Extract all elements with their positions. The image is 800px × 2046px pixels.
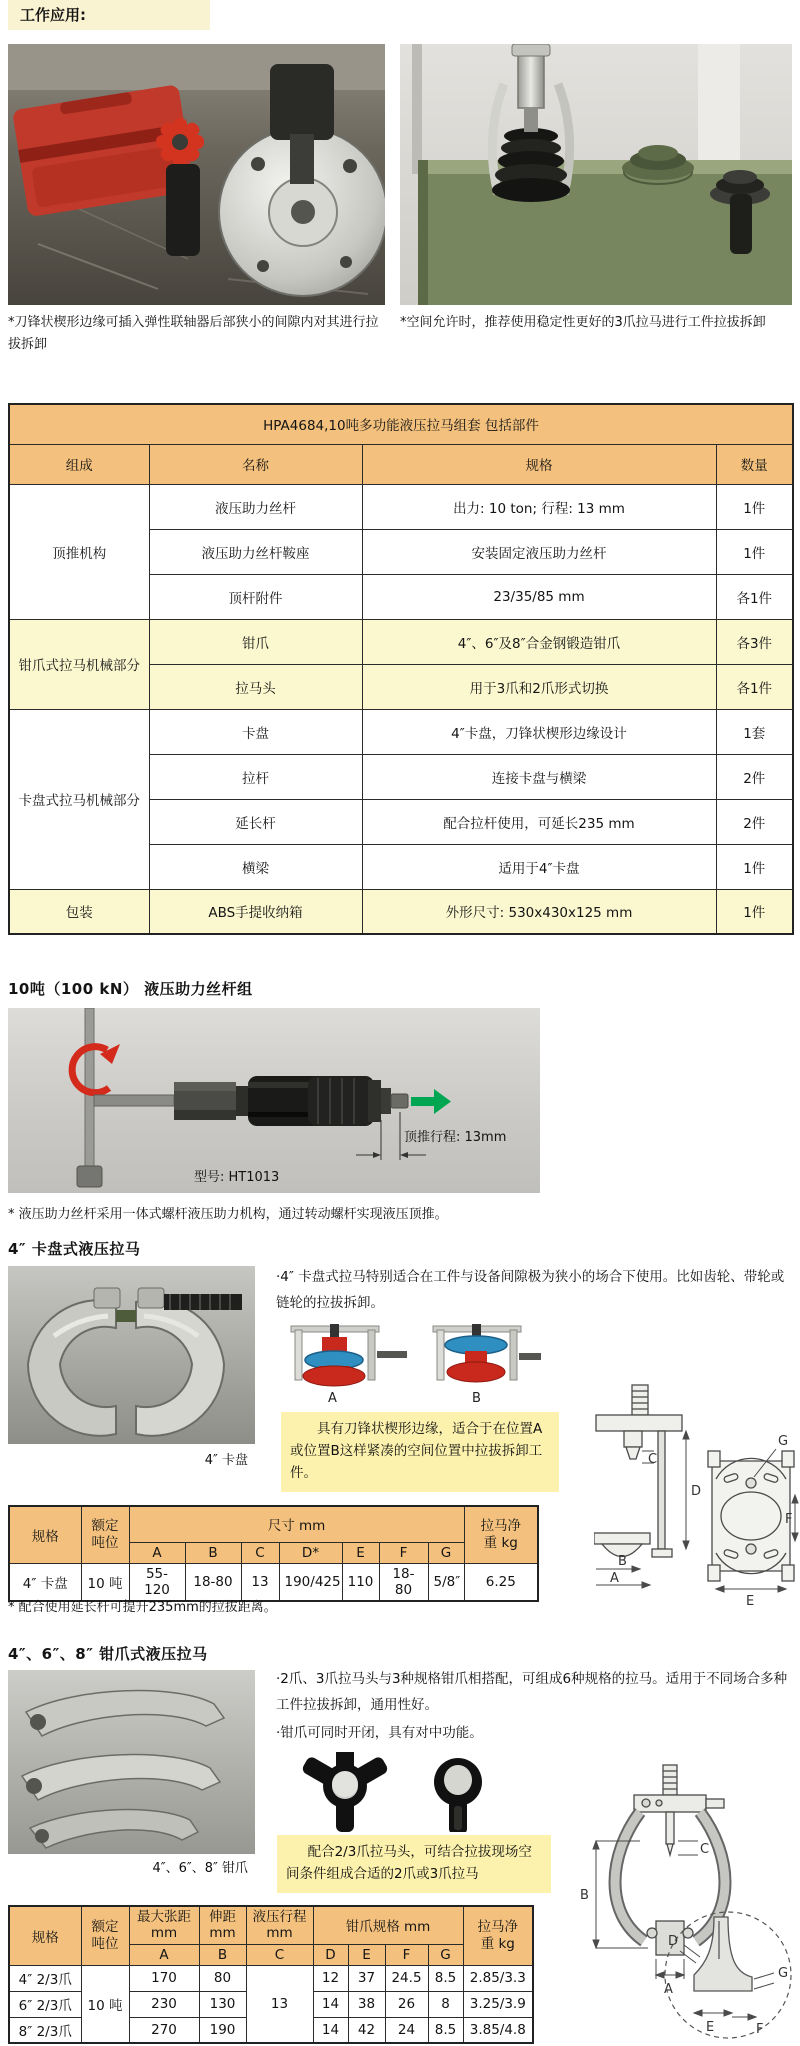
piston-tip bbox=[381, 1088, 408, 1114]
screw-section-title: 10吨（100 kN） 液压助力丝杆组 bbox=[8, 980, 253, 998]
push-arrow bbox=[411, 1089, 451, 1114]
chuck-technical-drawing bbox=[594, 1383, 800, 1633]
jaw-description-1: ·2爪、3爪拉马头与3种规格钳爪相搭配，可组成6种规格的拉马。适用于不同场合多种工件拉拔拆卸，通用性好。 bbox=[276, 1671, 788, 1714]
model-label: 型号: HT1013 bbox=[194, 1170, 280, 1185]
application-photo-left bbox=[8, 44, 385, 305]
jaw-puller-view bbox=[615, 1765, 725, 1955]
hydraulic-screw-figure bbox=[8, 1008, 540, 1193]
application-photo-right bbox=[400, 44, 792, 305]
jaw-highlight-note: 配合2/3爪拉马头，可结合拉拔现场空间条件组成合适的2爪或3爪拉马 bbox=[277, 1835, 551, 1893]
g-cell: 8.5 bbox=[428, 2017, 463, 2043]
table-row bbox=[9, 889, 793, 934]
puller-heads bbox=[290, 1752, 520, 1832]
dim-header: E bbox=[342, 1542, 379, 1563]
chuck-photo-caption: 4″ 卡盘 bbox=[204, 1453, 248, 1468]
dim-label-c: C bbox=[700, 1842, 710, 1857]
name-cell: 横梁 bbox=[149, 844, 362, 889]
group-cell: 钳爪式拉马机械部分 bbox=[9, 619, 149, 709]
jaw-photo bbox=[8, 1670, 255, 1854]
col-header-spec: 规格 bbox=[362, 444, 716, 484]
hydraulic-cylinder bbox=[248, 1076, 381, 1126]
col-spec: 规格 bbox=[9, 1906, 81, 1965]
jaw-spec-table bbox=[8, 1905, 534, 2044]
spec-cell: 23/35/85 mm bbox=[362, 574, 716, 619]
table-row bbox=[9, 1563, 538, 1601]
a-cell: 170 bbox=[129, 1965, 199, 1991]
screw-footnote: * 液压助力丝杆采用一体式螺杆液压助力机构，通过转动螺杆实现液压顶推。 bbox=[8, 1207, 448, 1222]
col-spec: 规格 bbox=[9, 1506, 81, 1563]
col-tonnage: 额定吨位 bbox=[81, 1506, 129, 1563]
name-cell: 拉马头 bbox=[149, 664, 362, 709]
diagram-a-label: A bbox=[328, 1391, 337, 1406]
a-cell: 270 bbox=[129, 2017, 199, 2043]
group-cell: 卡盘式拉马机械部分 bbox=[9, 709, 149, 889]
sub-header-d: D bbox=[313, 1944, 348, 1965]
tonnage-cell: 10 吨 bbox=[81, 1563, 129, 1601]
dim-label-g: G bbox=[778, 1966, 789, 1981]
spec-cell: 出力: 10 ton; 行程: 13 mm bbox=[362, 484, 716, 529]
col-weight: 拉马净重 kg bbox=[464, 1506, 538, 1563]
sub-header-f: F bbox=[385, 1944, 428, 1965]
dim-b: 18-80 bbox=[185, 1563, 241, 1601]
chuck-description: ·4″ 卡盘式拉马特别适合在工件与设备间隙极为狭小的场合下使用。比如齿轮、带轮或链轮的拉拔拆卸。 bbox=[276, 1269, 785, 1312]
position-diagrams-illustration bbox=[281, 1324, 541, 1390]
a-cell: 230 bbox=[129, 1991, 199, 2017]
caption-right: *空间允许时，推荐使用稳定性更好的3爪拉马进行工件拉拔拆卸 bbox=[400, 315, 766, 330]
col-weight: 拉马净重 kg bbox=[463, 1906, 533, 1965]
name-cell: 钳爪 bbox=[149, 619, 362, 664]
dim-label-a: A bbox=[664, 1982, 673, 1997]
jaw-photo-illustration bbox=[8, 1670, 255, 1854]
diagram-position-a bbox=[291, 1324, 407, 1386]
col-tonnage: 额定吨位 bbox=[81, 1906, 129, 1965]
spec-cell: 安装固定液压助力丝杆 bbox=[362, 529, 716, 574]
two-jaw-head bbox=[434, 1758, 482, 1832]
spec-cell: 4″卡盘，刀锋状楔形边缘设计 bbox=[362, 709, 716, 754]
qty-cell: 1件 bbox=[716, 484, 793, 529]
dim-header: B bbox=[185, 1542, 241, 1563]
col-max-spread: 最大张距 mm bbox=[129, 1906, 199, 1944]
side-view-dimensions bbox=[596, 1431, 689, 1588]
workbench-scene-illustration bbox=[8, 44, 385, 305]
chuck-drawing-illustration bbox=[594, 1383, 800, 1633]
dim-a: 55-120 bbox=[129, 1563, 185, 1601]
chuck-footnote: * 配合使用延长杆可提升235mm的拉拔距离。 bbox=[8, 1600, 277, 1615]
group-cell: 顶推机构 bbox=[9, 484, 149, 619]
screw-shaft bbox=[94, 1082, 248, 1120]
d-cell: 14 bbox=[313, 2017, 348, 2043]
qty-cell: 1套 bbox=[716, 709, 793, 754]
spec-cell: 配合拉杆使用，可延长235 mm bbox=[362, 799, 716, 844]
dim-label-f: F bbox=[756, 2022, 764, 2037]
dim-label-b: B bbox=[618, 1554, 627, 1569]
dim-g: 5/8″ bbox=[428, 1563, 464, 1601]
spec-cell: 用于3爪和2爪形式切换 bbox=[362, 664, 716, 709]
table-row bbox=[9, 1965, 533, 1991]
dim-label-a: A bbox=[610, 1571, 619, 1586]
jaw-hooks bbox=[22, 1691, 224, 1848]
dim-label-d: D bbox=[691, 1484, 702, 1499]
d-cell: 12 bbox=[313, 1965, 348, 1991]
g-cell: 8 bbox=[428, 1991, 463, 2017]
qty-cell: 2件 bbox=[716, 799, 793, 844]
sub-header-g: G bbox=[428, 1944, 463, 1965]
table-row bbox=[9, 619, 793, 664]
col-jaw-spec: 钳爪规格 mm bbox=[313, 1906, 463, 1944]
sub-header-c: C bbox=[246, 1944, 313, 1965]
qty-cell: 各3件 bbox=[716, 619, 793, 664]
g-cell: 8.5 bbox=[428, 1965, 463, 1991]
c-cell: 13 bbox=[246, 1965, 313, 2043]
b-cell: 190 bbox=[199, 2017, 246, 2043]
diagram-b-label: B bbox=[472, 1391, 481, 1406]
e-cell: 37 bbox=[348, 1965, 385, 1991]
page-title: 工作应用: bbox=[8, 0, 210, 30]
green-machine-body bbox=[418, 145, 792, 305]
green-machine-scene-illustration bbox=[400, 44, 792, 305]
dim-label-c: C bbox=[648, 1452, 658, 1467]
tonnage-cell: 10 吨 bbox=[81, 1965, 129, 2043]
spec-cell: 8″ 2/3爪 bbox=[9, 2017, 81, 2043]
qty-cell: 各1件 bbox=[716, 664, 793, 709]
name-cell: 顶杆附件 bbox=[149, 574, 362, 619]
dim-d: 190/425 bbox=[279, 1563, 342, 1601]
dim-f: 18-80 bbox=[379, 1563, 428, 1601]
stroke-annotation: 顶推行程: 13mm bbox=[404, 1130, 507, 1145]
jaw-section-title: 4″、6″、8″ 钳爪式液压拉马 bbox=[8, 1645, 208, 1663]
weight-cell: 3.85/4.8 bbox=[463, 2017, 533, 2043]
sub-header-a: A bbox=[129, 1944, 199, 1965]
diagram-position-b bbox=[433, 1324, 541, 1382]
qty-cell: 1件 bbox=[716, 844, 793, 889]
f-cell: 26 bbox=[385, 1991, 428, 2017]
spec-cell: 4″ 2/3爪 bbox=[9, 1965, 81, 1991]
table-row bbox=[9, 709, 793, 754]
b-cell: 130 bbox=[199, 1991, 246, 2017]
qty-cell: 2件 bbox=[716, 754, 793, 799]
dim-header: A bbox=[129, 1542, 185, 1563]
position-diagrams bbox=[281, 1324, 541, 1390]
col-stroke: 液压行程 mm bbox=[246, 1906, 313, 1944]
col-dims: 尺寸 mm bbox=[129, 1506, 464, 1542]
name-cell: 延长杆 bbox=[149, 799, 362, 844]
dim-c: 13 bbox=[241, 1563, 279, 1601]
dim-label-f: F bbox=[785, 1512, 793, 1527]
chuck-front-view bbox=[708, 1451, 794, 1581]
name-cell: ABS手提收纳箱 bbox=[149, 889, 362, 934]
jaw-photo-caption: 4″、6″、8″ 钳爪 bbox=[152, 1861, 248, 1876]
rotate-arrow bbox=[72, 1044, 120, 1093]
name-cell: 液压助力丝杆 bbox=[149, 484, 362, 529]
name-cell: 液压助力丝杆鞍座 bbox=[149, 529, 362, 574]
dim-label-b: B bbox=[580, 1888, 589, 1903]
chuck-section-title: 4″ 卡盘式液压拉马 bbox=[8, 1240, 141, 1258]
weight-cell: 3.25/3.9 bbox=[463, 1991, 533, 2017]
components-table-title: HPA4684,10吨多功能液压拉马组套 包括部件 bbox=[9, 404, 793, 444]
name-cell: 卡盘 bbox=[149, 709, 362, 754]
chuck-photo bbox=[8, 1266, 255, 1444]
weight-cell: 2.85/3.3 bbox=[463, 1965, 533, 1991]
qty-cell: 各1件 bbox=[716, 574, 793, 619]
col-reach: 伸距 mm bbox=[199, 1906, 246, 1944]
qty-cell: 1件 bbox=[716, 529, 793, 574]
name-cell: 拉杆 bbox=[149, 754, 362, 799]
e-cell: 38 bbox=[348, 1991, 385, 2017]
b-cell: 80 bbox=[199, 1965, 246, 1991]
puller-heads-illustration bbox=[290, 1752, 520, 1832]
dim-label-d: D bbox=[668, 1934, 679, 1949]
chuck-photo-illustration bbox=[8, 1266, 255, 1444]
dim-label-e: E bbox=[706, 2020, 715, 2035]
chuck-side-view bbox=[594, 1385, 682, 1557]
col-header-qty: 数量 bbox=[716, 444, 793, 484]
dim-header: D* bbox=[279, 1542, 342, 1563]
dim-header: F bbox=[379, 1542, 428, 1563]
col-header-name: 名称 bbox=[149, 444, 362, 484]
chuck-spec-table bbox=[8, 1505, 539, 1602]
jaw-description-2: ·钳爪可同时开闭，具有对中功能。 bbox=[276, 1725, 483, 1741]
caption-left: *刀锋状楔形边缘可插入弹性联轴器后部狭小的间隙内对其进行拉拔拆卸 bbox=[8, 315, 379, 353]
spec-cell: 6″ 2/3爪 bbox=[9, 1991, 81, 2017]
threaded-rod bbox=[164, 1294, 242, 1310]
dim-label-e: E bbox=[746, 1594, 755, 1609]
e-cell: 42 bbox=[348, 2017, 385, 2043]
spec-cell: 4″ 卡盘 bbox=[9, 1563, 81, 1601]
spec-cell: 外形尺寸: 530x430x125 mm bbox=[362, 889, 716, 934]
dim-header: C bbox=[241, 1542, 279, 1563]
chuck-highlight-note: 具有刀锋状楔形边缘，适合于在位置A或位置B这样紧凑的空间位置中拉拔拆卸工件。 bbox=[281, 1412, 559, 1492]
col-header-group: 组成 bbox=[9, 444, 149, 484]
jaw-dimensions bbox=[593, 1841, 698, 1979]
f-cell: 24 bbox=[385, 2017, 428, 2043]
sub-header-e: E bbox=[348, 1944, 385, 1965]
spec-cell: 适用于4″卡盘 bbox=[362, 844, 716, 889]
jaw-technical-drawing bbox=[556, 1763, 798, 2043]
qty-cell: 1件 bbox=[716, 889, 793, 934]
components-table bbox=[8, 403, 794, 935]
f-cell: 24.5 bbox=[385, 1965, 428, 1991]
spec-cell: 连接卡盘与横梁 bbox=[362, 754, 716, 799]
weight-cell: 6.25 bbox=[464, 1563, 538, 1601]
spec-cell: 4″、6″及8″合金钢锻造钳爪 bbox=[362, 619, 716, 664]
dim-header: G bbox=[428, 1542, 464, 1563]
dim-e: 110 bbox=[342, 1563, 379, 1601]
d-cell: 14 bbox=[313, 1991, 348, 2017]
three-jaw-head bbox=[301, 1752, 390, 1832]
dim-label-g: G bbox=[778, 1434, 789, 1449]
group-cell: 包装 bbox=[9, 889, 149, 934]
sub-header-b: B bbox=[199, 1944, 246, 1965]
table-row bbox=[9, 484, 793, 529]
jaw-drawing-illustration bbox=[556, 1763, 798, 2043]
